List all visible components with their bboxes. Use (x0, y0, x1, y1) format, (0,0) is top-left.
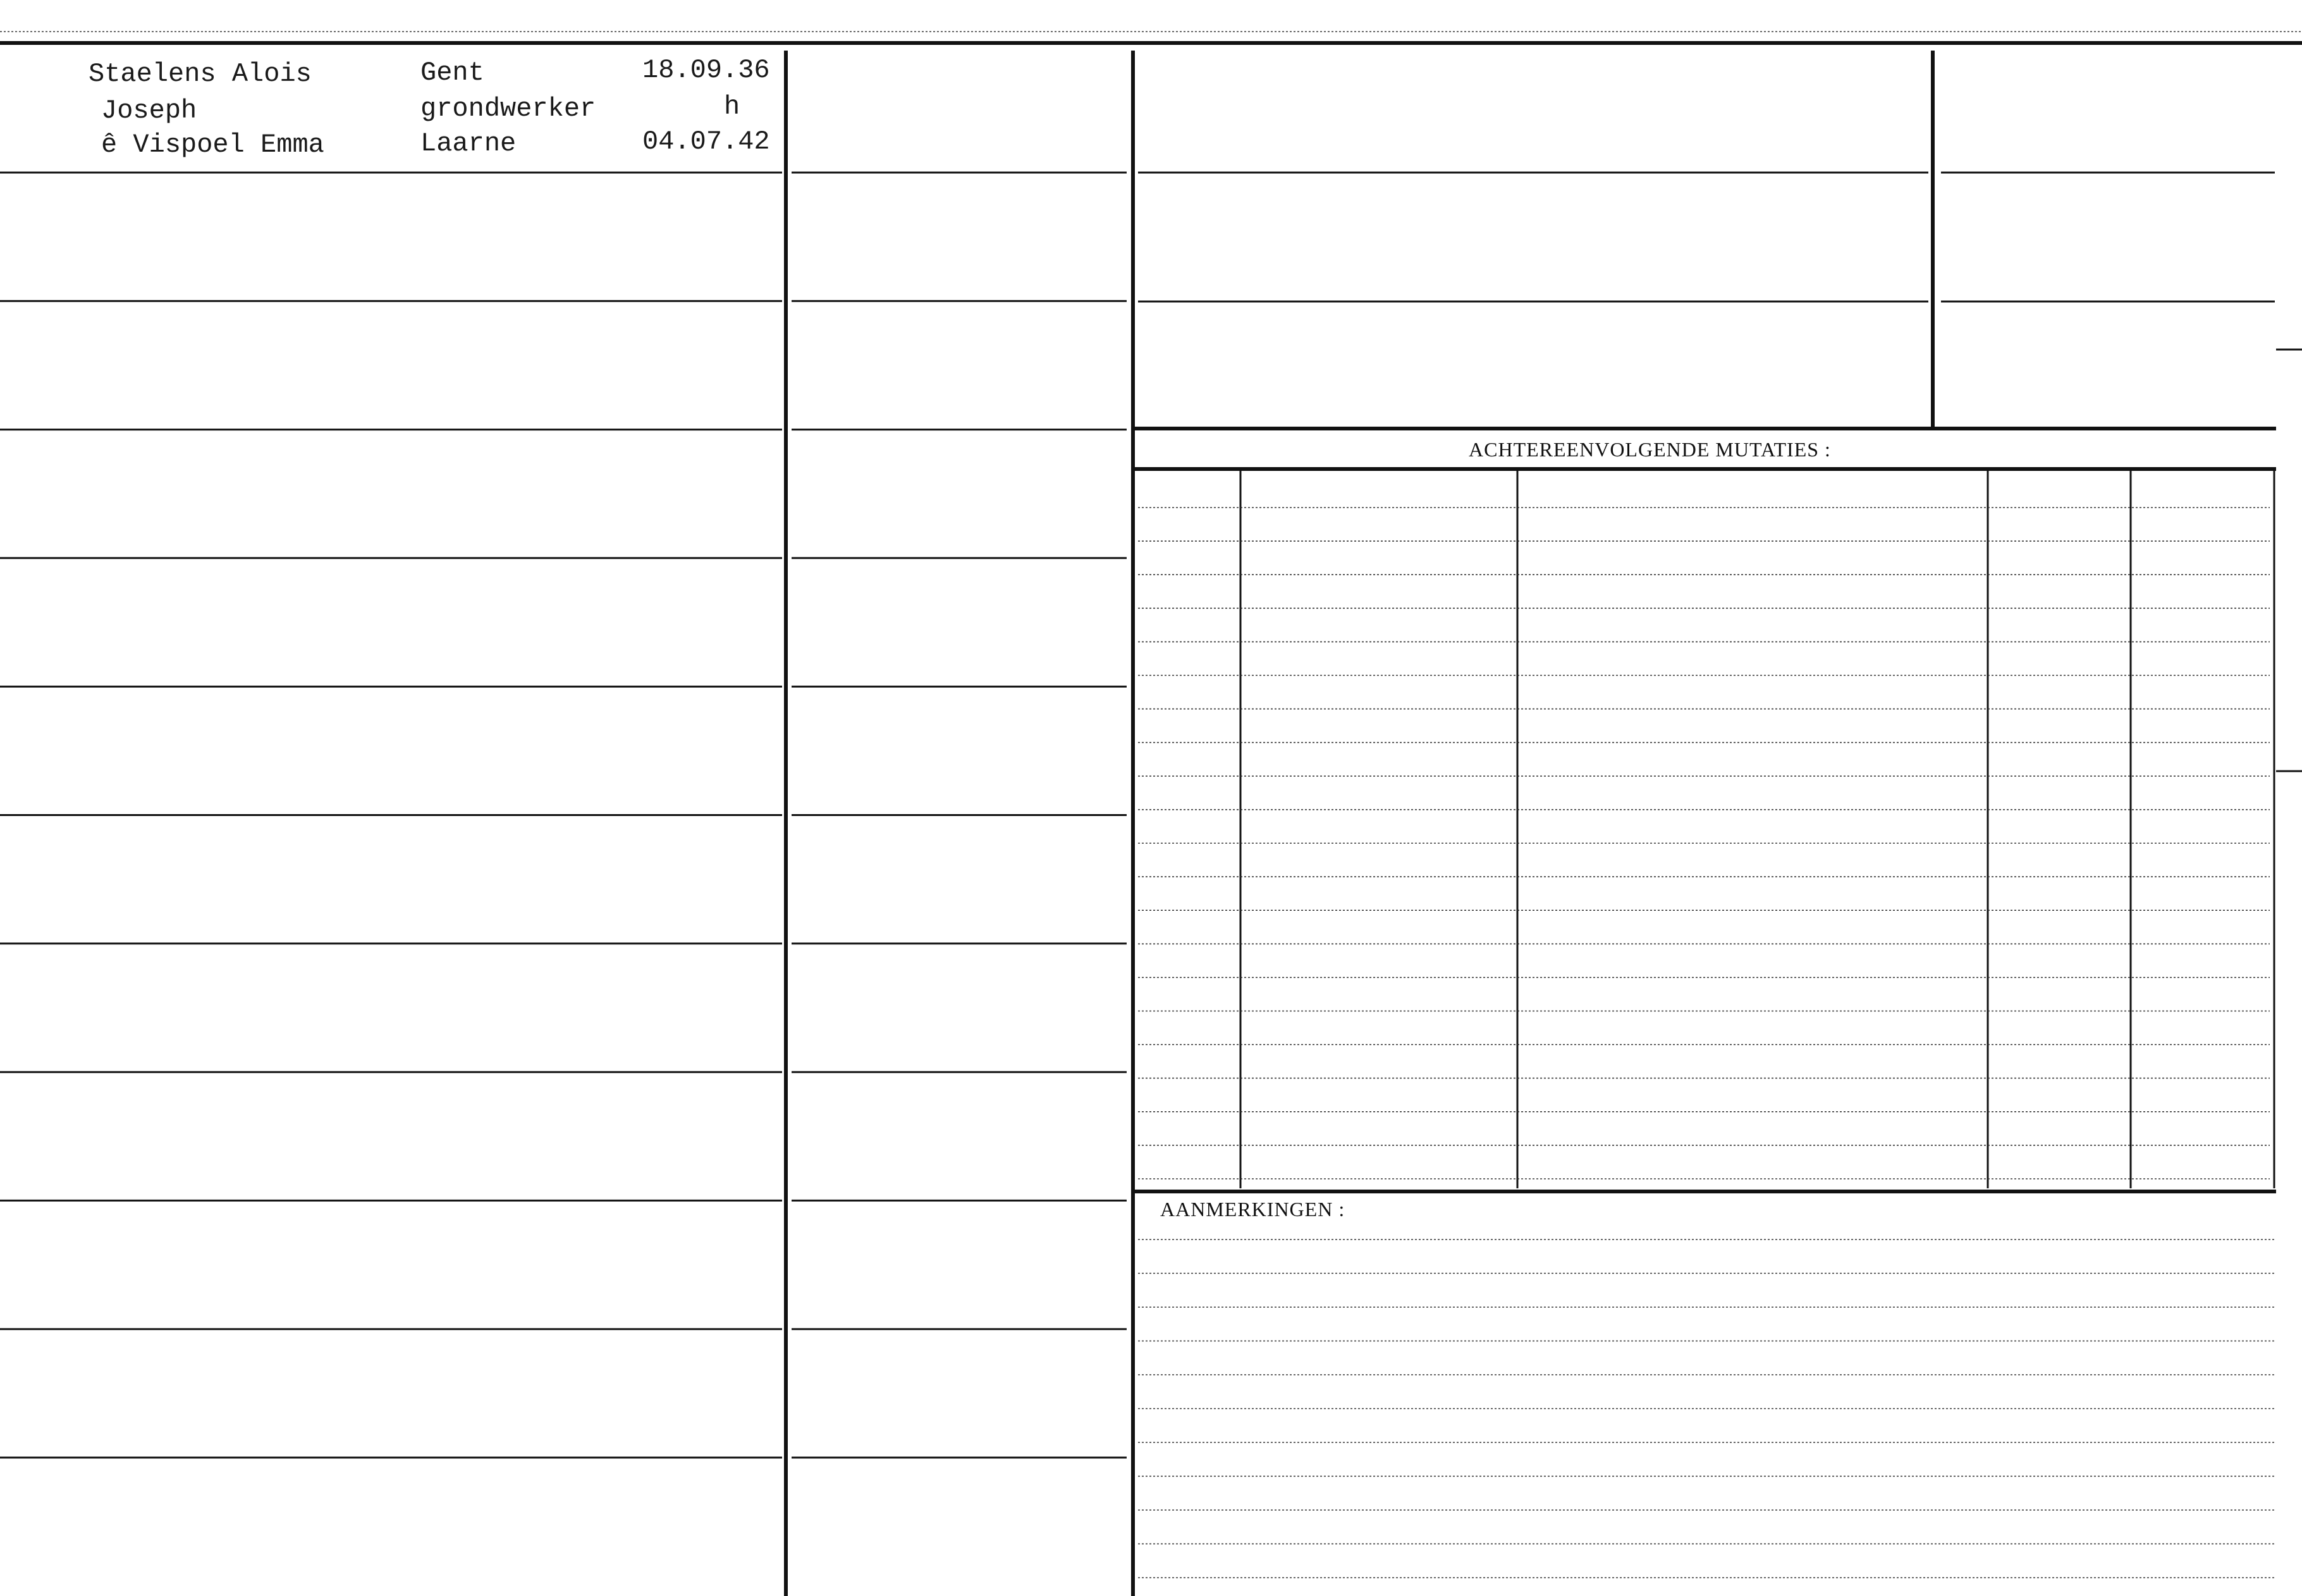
remarks-heading: AANMERKINGEN : (1160, 1198, 1345, 1221)
middle-row-lines (792, 173, 1127, 1458)
mutations-row-lines (1138, 508, 2270, 1179)
remarks-row-lines (1138, 1240, 2274, 1578)
entry-date1: 18.09.36 (642, 55, 770, 85)
entry-place-birth: Gent (420, 58, 484, 88)
entry-occupation: grondwerker (420, 94, 596, 124)
entry-place-residence: Laarne (420, 128, 517, 159)
entry-marker: h (724, 92, 740, 122)
entry-name-line3: ê Vispoel Emma (101, 130, 324, 160)
entry-name-line2: Joseph (101, 95, 197, 126)
entry-name-line1: Staelens Alois (89, 59, 312, 89)
entry-date2: 04.07.42 (642, 126, 770, 157)
mutations-heading: ACHTEREENVOLGENDE MUTATIES : (1469, 438, 1831, 461)
left-row-lines (0, 173, 782, 1458)
